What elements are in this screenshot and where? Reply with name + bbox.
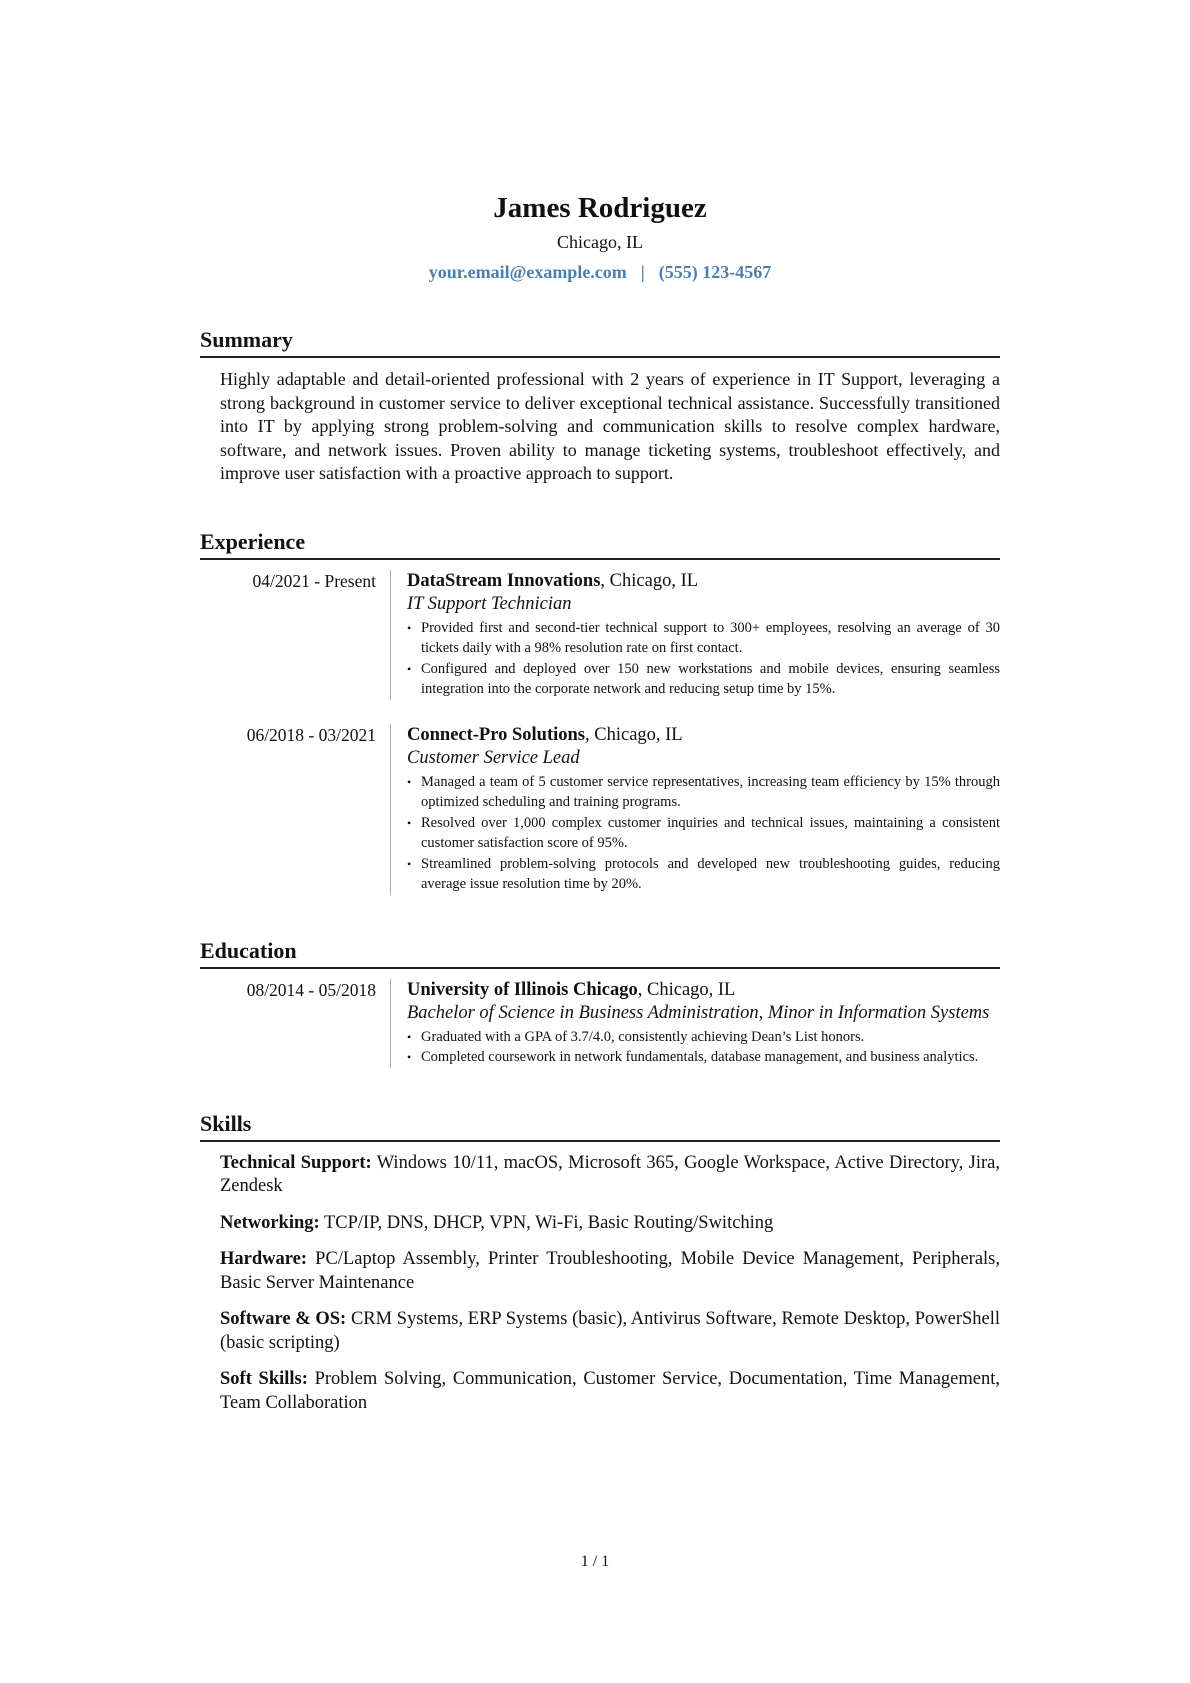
experience-entry	[200, 724, 1000, 895]
entry-degree: Bachelor of Science in Business Administration, Minor in Information Systems	[407, 1002, 990, 1023]
experience-section	[200, 528, 1000, 895]
skill-category: Networking:	[220, 1212, 320, 1233]
entry-role: Customer Service Lead	[407, 747, 580, 768]
entry-heading	[407, 979, 1000, 1002]
entry-organization: University of Illinois Chicago	[407, 979, 638, 1000]
section-title-summary: Summary	[200, 326, 1000, 358]
education-entry	[200, 979, 1000, 1068]
entry-heading	[407, 570, 1000, 593]
skill-row	[220, 1308, 1000, 1355]
candidate-name: James Rodriguez	[493, 192, 707, 224]
skill-values: PC/Laptop Assembly, Printer Troubleshooting, Mobile Device Management, Peripherals, Basic Server Maintenance	[220, 1249, 1000, 1293]
list-item: • Resolved over 1,000 complex customer inquiries and technical issues, maintaining a consistent customer satisfaction score of 95%.	[407, 813, 1000, 854]
skill-values: Windows 10/11, macOS, Microsoft 365, Google Workspace, Active Directory, Jira, Zendesk	[220, 1152, 1000, 1196]
list-item: • Provided first and second-tier technical support to 300+ employees, resolving an average of 30 tickets daily with a 98% resolution rate on first contact.	[407, 618, 1000, 659]
list-item: • Graduated with a GPA of 3.7/4.0, consistently achieving Dean’s List honors.	[407, 1027, 1000, 1048]
section-title-experience: Experience	[200, 528, 1000, 560]
education-section	[200, 937, 1000, 1068]
entry-bullets	[407, 1027, 1000, 1068]
page-number: 1 / 1	[580, 1553, 610, 1570]
skill-values: CRM Systems, ERP Systems (basic), Antivirus Software, Remote Desktop, PowerShell (basic scripting)	[220, 1309, 1001, 1353]
candidate-location: Chicago, IL	[557, 232, 643, 252]
skill-row	[220, 1368, 1000, 1415]
entry-organization: Connect-Pro Solutions	[407, 724, 585, 745]
skill-category: Soft Skills:	[220, 1369, 308, 1389]
entry-location: , Chicago, IL	[637, 979, 736, 1000]
entry-bullets	[407, 618, 1000, 700]
section-title-education: Education	[200, 937, 1000, 969]
skill-row	[220, 1212, 1000, 1236]
contact-line	[200, 260, 1000, 284]
contact-separator: |	[640, 262, 645, 282]
phone-link[interactable]: (555) 123-4567	[658, 262, 772, 282]
skill-row	[220, 1248, 1000, 1295]
summary-text: Highly adaptable and detail-oriented professional with 2 years of experience in IT Support, leveraging a strong background in customer service to deliver exceptional technical assistance. Successfully transitioned into IT by applying strong problem-solving and communication skills to resolve complex hardware, software, and network issues. Proven ability to manage ticketing systems, troubleshoot effectively, and improve user satisfaction with a proactive approach to support.	[220, 369, 1000, 483]
summary-section	[200, 326, 1000, 486]
skill-category: Hardware:	[220, 1249, 307, 1269]
entry-date: 06/2018 - 03/2021	[246, 724, 376, 745]
list-item: • Managed a team of 5 customer service representatives, increasing team efficiency by 15% through optimized scheduling and training programs.	[407, 772, 1000, 813]
skill-category: Software & OS:	[220, 1309, 347, 1329]
entry-bullets	[407, 772, 1000, 895]
resume-page	[200, 190, 1000, 1415]
resume-header	[200, 190, 1000, 284]
list-item: • Completed coursework in network fundamentals, database management, and business analytics.	[407, 1047, 1000, 1068]
entry-organization: DataStream Innovations	[407, 570, 601, 591]
entry-role: IT Support Technician	[407, 593, 572, 614]
skills-section	[200, 1110, 1000, 1416]
entry-location: , Chicago, IL	[600, 570, 699, 591]
list-item: • Streamlined problem-solving protocols and developed new troubleshooting guides, reducing average issue resolution time by 20%.	[407, 854, 1000, 895]
skill-values: TCP/IP, DNS, DHCP, VPN, Wi-Fi, Basic Routing/Switching	[319, 1212, 774, 1233]
entry-date: 08/2014 - 05/2018	[246, 979, 376, 1000]
list-item: • Configured and deployed over 150 new workstations and mobile devices, ensuring seamless integration into the corporate network and reducing setup time by 15%.	[407, 659, 1000, 700]
entry-location: , Chicago, IL	[585, 724, 683, 745]
skill-values: Problem Solving, Communication, Customer Service, Documentation, Time Management, Team Collaboration	[220, 1369, 1001, 1413]
section-title-skills: Skills	[200, 1110, 1000, 1142]
skill-row	[220, 1152, 1000, 1199]
skill-category: Technical Support:	[220, 1152, 372, 1173]
entry-date: 04/2021 - Present	[252, 570, 376, 591]
experience-entry	[200, 570, 1000, 700]
email-link[interactable]: your.email@example.com	[428, 262, 627, 282]
entry-heading	[407, 724, 1000, 747]
